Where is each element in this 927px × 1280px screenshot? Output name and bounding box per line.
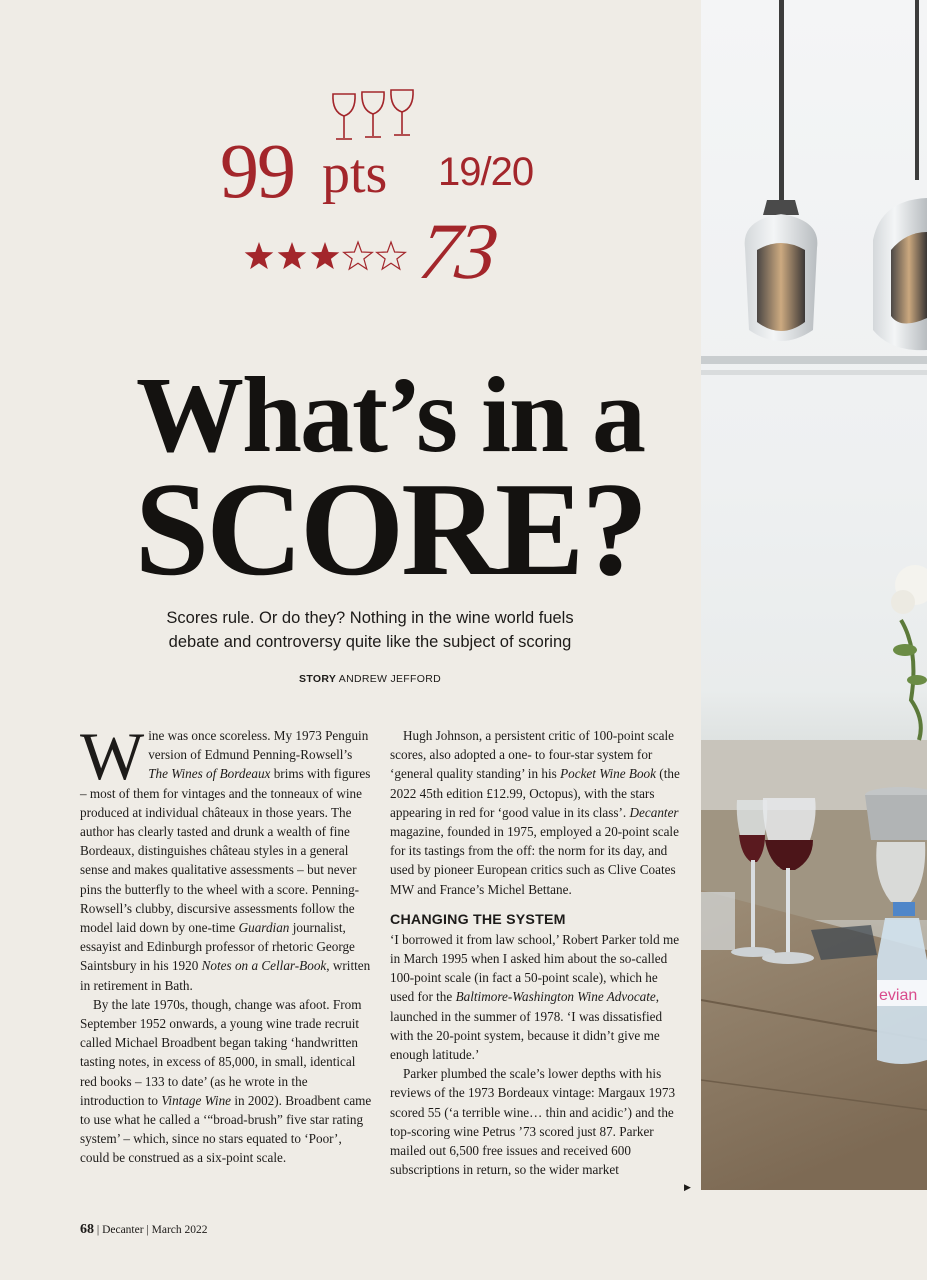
body-column-2 bbox=[390, 726, 682, 1179]
standfirst-line-2: debate and controversy quite like the subject of scoring bbox=[168, 633, 572, 651]
standfirst bbox=[120, 606, 620, 654]
star-filled-icon bbox=[278, 242, 307, 269]
score-99: 99 bbox=[220, 127, 294, 214]
col2-paragraph-3: Parker plumbed the scale’s lower depths with his reviews of the 1973 Bordeaux vintage: Margaux 1973 scored 55 (‘a terrible wine… thin and acidic’) and the top-scoring wine Petrus ’73 scored just 87. Parker mailed out 6,500 free issues and received 600 subscriptions in return, so the wider market bbox=[390, 1066, 676, 1178]
folio-separator-2: | bbox=[146, 1224, 149, 1236]
score-pts-label: pts bbox=[322, 143, 388, 205]
issue-date: March 2022 bbox=[151, 1224, 208, 1236]
water-bottle bbox=[877, 902, 927, 1064]
three-wine-glasses-icon bbox=[330, 86, 420, 150]
headline-line-1: What’s in a bbox=[135, 356, 645, 475]
magazine-name: Decanter bbox=[102, 1224, 144, 1236]
standfirst-line-1: Scores rule. Or do they? Nothing in the wine world fuels bbox=[166, 609, 574, 627]
lamp-cord bbox=[779, 0, 784, 200]
col2-paragraph-2: ‘I borrowed it from law school,’ Robert Parker told me in March 1995 when I asked him about the so-called 100-point scale (in fact a 50-point scale), which he used for the Baltimore-Washington Wine Advocate, launched in the summer of 1978. ‘I was dissatisfied with the 20-point system, because it didn’t give me enough latitude.’ bbox=[390, 931, 680, 1063]
drop-cap: W bbox=[80, 718, 145, 794]
byline-label: STORY bbox=[299, 673, 337, 685]
headline-line-2: SCORE? bbox=[134, 455, 646, 603]
folio bbox=[80, 1222, 208, 1238]
byline-author: ANDREW JEFFORD bbox=[338, 673, 441, 685]
bottle-label: evian bbox=[879, 987, 918, 1004]
byline bbox=[120, 673, 620, 685]
score-19-of-20: 19/20 bbox=[438, 150, 534, 194]
star-empty-icon bbox=[377, 242, 406, 269]
star-filled-icon bbox=[311, 242, 340, 269]
col1-paragraph-2: By the late 1970s, though, change was afoot. From September 1952 onwards, a young wine trade recruit called Michael Broadbent began taking ‘handwritten tasting notes, in excess of 85,000, in small, identical red books – 133 to date’ (as he wrote in the introduction to Vintage Wine in 2002). Broadbent came to use what he called a ‘“broad-brush” five star rating system’ – which, since no stars equated to ‘Poor’, could be construed as a six-point scale. bbox=[80, 996, 372, 1166]
subhead-changing-the-system: CHANGING THE SYSTEM bbox=[390, 911, 566, 928]
continue-arrow-icon: ▶ bbox=[684, 1182, 691, 1192]
folio-separator-1: | bbox=[96, 1224, 100, 1236]
col1-paragraph-1: Wine was once scoreless. My 1973 Penguin version of Edmund Penning-Rowsell’s The Wines of Bordeaux brims with figures – most of them for vintages and the tonneaux of wine produced at individual châteaux in those years. The author has clearly tasted and drunk a wealth of fine Bordeaux, distinguishes château styles in a general sense and makes qualitative assessments – but never pins the butterfly to the wheel with a score. Penning-Rowsell’s clubby, discursive assessments follow the model laid down by one-time Guardian journalist, essayist and Edinburgh professor of rhetoric George Saintsbury in his 1920 Notes on a Cellar-Book, written in retirement in Bath. bbox=[80, 718, 371, 993]
star-empty-icon bbox=[344, 242, 373, 269]
star-rating bbox=[243, 240, 408, 274]
star-filled-icon bbox=[245, 242, 274, 269]
score-73: 73 bbox=[413, 208, 501, 296]
body-column-1 bbox=[80, 718, 372, 1168]
page-number: 68 bbox=[80, 1222, 94, 1237]
score-illustration bbox=[220, 80, 560, 295]
col2-paragraph-1: Hugh Johnson, a persistent critic of 100-point scale scores, also adopted a one- to four-star system for ‘general quality standing’ in his Pocket Wine Book (the 2022 45th edition £12.99, Octopus), with the stars appearing in red for ‘good value in its class’. Decanter magazine, founded in 1975, employed a 20-point scale for its tastings from the off: the norm for its day, and used by pioneer European critics such as Clive Coates MW and France’s Michel Bettane. bbox=[390, 728, 680, 897]
